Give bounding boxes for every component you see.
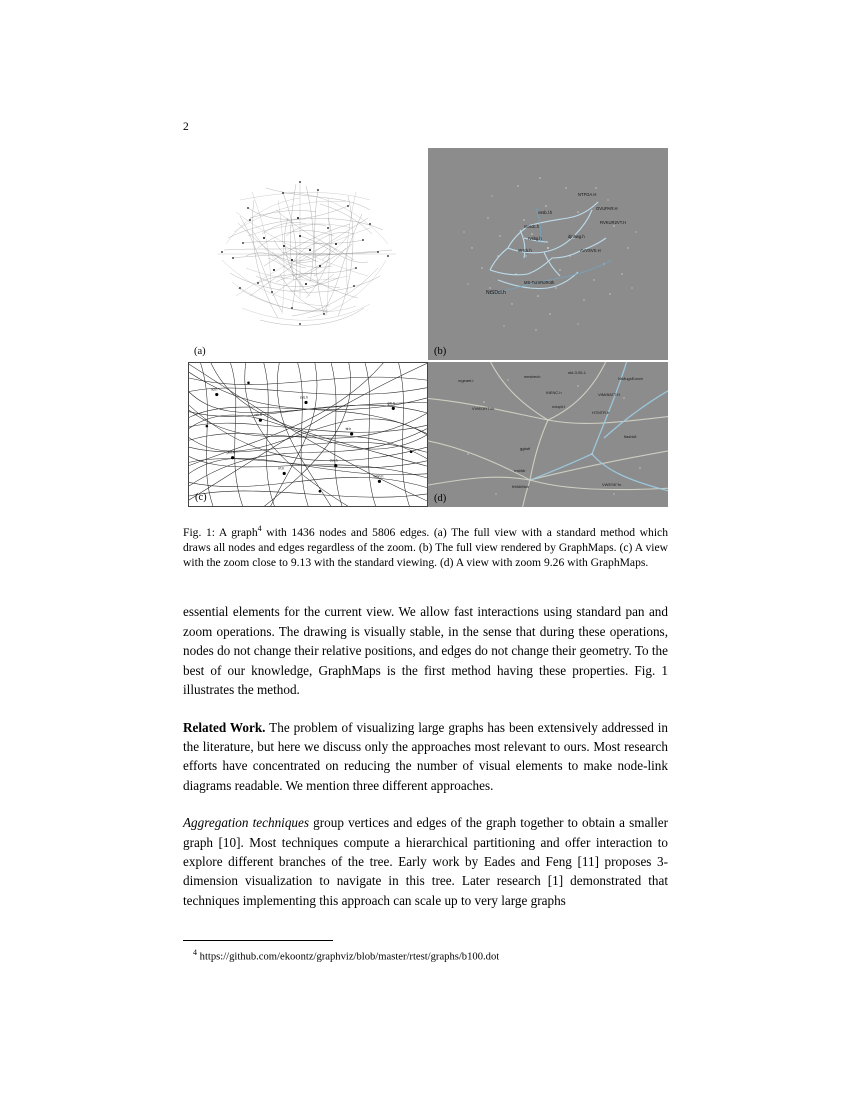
panel-d-node-label: NtMugsEcech	[618, 376, 643, 381]
panel-b-node-label: MS-TurnRoRoth	[524, 280, 555, 285]
panel-d-node-label: vrgeaet.l	[458, 378, 474, 383]
svg-text:rrt.h: rrt.h	[278, 466, 285, 471]
figure-panel-d	[428, 362, 668, 507]
figure-caption	[183, 521, 668, 570]
paragraph-related-work	[183, 718, 668, 796]
svg-text:wmn.h: wmn.h	[373, 474, 384, 479]
paragraph-related-work-text: The problem of visualizing large graphs has been extensively addressed in the literature, but here we discuss only the approaches most relevant to ours. Most research efforts have concentrated on reducing the number of visual elements to make node-link diagrams readable. We mention three different approaches.	[183, 719, 668, 793]
paragraph-related-work-lead: Related Work.	[183, 719, 266, 735]
paragraph-intro-continued	[183, 602, 668, 699]
panel-d-node-label: ndupli.t	[552, 404, 565, 409]
panel-b-node-label: RVKUR2VT.H	[600, 220, 626, 225]
svg-text:nd.h: nd.h	[210, 387, 218, 392]
figure-panel-a	[188, 148, 428, 360]
panel-d-node-label: KtENC.h	[546, 390, 562, 395]
svg-text:cvx.h: cvx.h	[329, 458, 338, 463]
panel-d-node-label: rrsbfdr	[514, 468, 526, 473]
figure-1	[183, 148, 668, 570]
svg-text:plm.h: plm.h	[226, 450, 235, 455]
paragraph-aggregation-techniques-text: group vertices and edges of the graph together to obtain a smaller graph [10]. Most techniques compute a hierarchical partitioning and offer interaction to explore different branches of the tree. Early work by Eades and Feng [11] proposes 3-dimension visualization to navigate in this tree. Later research [1] demonstrated that techniques implementing this approach can scale up to very large graphs	[183, 815, 668, 908]
figure-row-bottom	[183, 362, 668, 507]
panel-d-node-label: VVtEORTVh	[472, 406, 495, 411]
svg-text:nrk.h: nrk.h	[254, 413, 262, 418]
panel-b-node-label: djnhwg.h	[568, 234, 585, 239]
figure-panel-a-label: (a)	[194, 346, 206, 357]
graphmaps-full-graphic	[428, 148, 668, 360]
panel-b-node-label: AVVSVS.H	[580, 248, 601, 253]
figure-panel-b	[428, 148, 668, 360]
footnote-rule	[183, 940, 333, 941]
figure-caption-text: with 1436 nodes and 5806 edges. (a) The full view with a standard method which draws all nodes and edges regardless of the zoom. (b) The full view rendered by GraphMaps. (c) A view with the zoom close to 9.13 with the standard viewing. (d) A view with zoom 9.26 with GraphMaps.	[183, 525, 668, 570]
panel-d-node-label: flashkit	[624, 434, 637, 439]
page-content	[183, 120, 668, 965]
panel-b-node-label: NTFGA.H	[578, 192, 597, 197]
paragraph-intro-continued-text: essential elements for the current view. We allow fast interactions using standard pan and zoom operations. The drawing is visually stable, in the sense that during these operations, nodes do not change their relative positions, and edges do not change their geometry. To the best of our knowledge, GraphMaps is the first method having these properties. Fig. 1 illustrates the method.	[183, 604, 668, 698]
figure-row-top	[183, 148, 668, 360]
svg-text:grb.h: grb.h	[387, 401, 396, 406]
figure-caption-prefix: Fig. 1: A graph	[183, 525, 258, 539]
figure-panel-b-label: (b)	[434, 346, 447, 357]
panel-d-node-label: gglwtl	[520, 446, 531, 451]
figure-panel-d-label: (d)	[434, 493, 447, 504]
hairball-standard-zoom-graphic	[189, 363, 427, 506]
svg-text:svs.h: svs.h	[300, 395, 308, 400]
page-number: 2	[183, 121, 189, 133]
panel-d-node-label: wrrstrech	[524, 374, 541, 379]
svg-text:ttr.h: ttr.h	[345, 427, 352, 432]
graphmaps-zoom-graphic	[428, 362, 668, 507]
figure-caption-footnote-marker: 4	[257, 524, 262, 533]
panel-b-node-label: ntordc.h	[524, 224, 540, 229]
paragraph-aggregation-techniques-lead: Aggregation techniques	[183, 815, 309, 831]
footnote-text: https://github.com/ekoontz/graphviz/blob/master/rtest/graphs/b100.dot	[199, 951, 500, 963]
paragraph-aggregation-techniques	[183, 813, 668, 910]
panel-d-node-label: frMdrMoh	[512, 484, 530, 489]
figure-panel-c-label: (c)	[195, 492, 207, 503]
panel-b-node-label: vssb.l.h	[538, 210, 553, 215]
panel-b-node-label: NtSDcl.h	[486, 290, 506, 296]
panel-b-node-label: rvsbg.h	[528, 236, 542, 241]
panel-d-node-label: HTMTR.h	[592, 410, 610, 415]
panel-b-node-label: OVUPAR.H	[596, 206, 618, 211]
hairball-standard-full-graphic	[188, 148, 428, 360]
footnote	[183, 946, 668, 965]
panel-d-node-label: VWESK''tn	[602, 482, 622, 487]
footnote-marker: 4	[193, 948, 197, 958]
panel-b-node-label: strrck.h	[518, 248, 532, 253]
figure-panel-c	[188, 362, 428, 507]
body-text	[183, 602, 668, 910]
panel-d-node-label: VtMrBATT.H	[598, 392, 620, 397]
panel-d-node-label: std-3.05-1	[568, 370, 587, 375]
